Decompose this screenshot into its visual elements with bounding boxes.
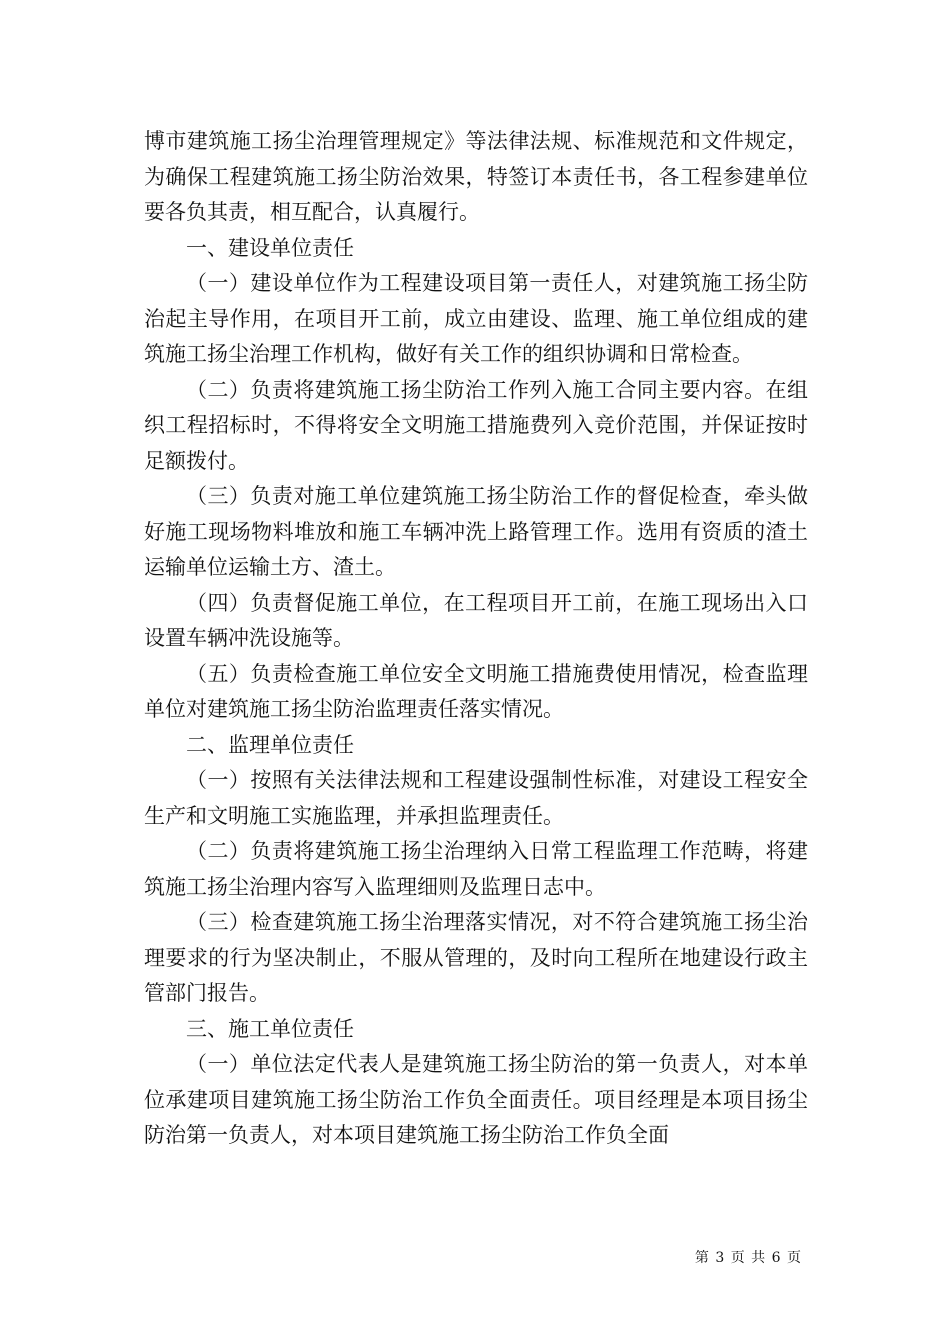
paragraph: （五）负责检查施工单位安全文明施工措施费使用情况，检查监理单位对建筑施工扬尘防治监理责任落实情况。 <box>144 661 808 721</box>
paragraph: （一）建设单位作为工程建设项目第一责任人，对建筑施工扬尘防治起主导作用，在项目开工前，成立由建设、监理、施工单位组成的建筑施工扬尘治理工作机构，做好有关工作的组织协调和日常检查。 <box>144 271 808 366</box>
paragraph: （三）负责对施工单位建筑施工扬尘防治工作的督促检查，牵头做好施工现场物料堆放和施工车辆冲洗上路管理工作。选用有资质的渣土运输单位运输土方、渣土。 <box>144 484 808 579</box>
paragraph: （二）负责将建筑施工扬尘防治工作列入施工合同主要内容。在组织工程招标时，不得将安全文明施工措施费列入竞价范围，并保证按时足额拨付。 <box>144 377 808 473</box>
paragraph-continuation: 博市建筑施工扬尘治理管理规定》等法律法规、标准规范和文件规定，为确保工程建筑施工扬尘防治效果，特签订本责任书，各工程参建单位要各负其责，相互配合，认真履行。 <box>144 129 808 224</box>
paragraph: （三）检查建筑施工扬尘治理落实情况，对不符合建筑施工扬尘治理要求的行为坚决制止，不服从管理的，及时向工程所在地建设行政主管部门报告。 <box>144 910 808 1005</box>
paragraph: （二）负责将建筑施工扬尘治理纳入日常工程监理工作范畴，将建筑施工扬尘治理内容写入监理细则及监理日志中。 <box>144 839 808 899</box>
paragraph: （四）负责督促施工单位，在工程项目开工前，在施工现场出入口设置车辆冲洗设施等。 <box>144 590 808 650</box>
section-heading-contractor-unit: 三、施工单位责任 <box>186 1016 354 1041</box>
document-body <box>144 124 808 1154</box>
paragraph: （一）按照有关法律法规和工程建设强制性标准，对建设工程安全生产和文明施工实施监理，并承担监理责任。 <box>144 768 808 828</box>
paragraph: （一）单位法定代表人是建筑施工扬尘防治的第一负责人，对本单位承建项目建筑施工扬尘防治工作负全面责任。项目经理是本项目扬尘防治第一负责人，对本项目建筑施工扬尘防治工作负全面 <box>144 1052 808 1147</box>
page-number-footer: 第 3 页 共 6 页 <box>694 1250 802 1266</box>
section-heading-construction-unit: 一、建设单位责任 <box>186 235 354 260</box>
section-heading-supervision-unit: 二、监理单位责任 <box>186 732 354 757</box>
